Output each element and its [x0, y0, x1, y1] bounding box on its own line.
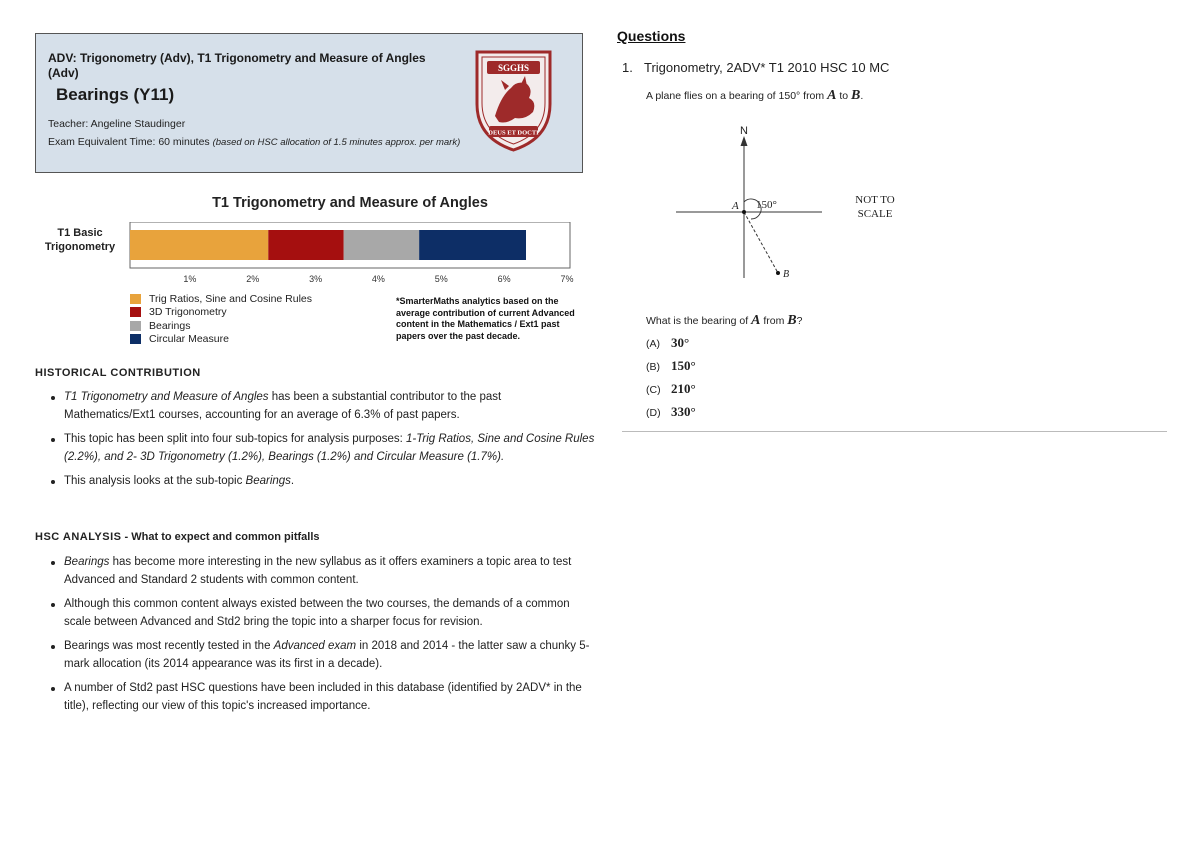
point-b-label: B: [783, 269, 790, 280]
option-c[interactable]: [646, 381, 696, 404]
course-line: ADV: Trigonometry (Adv), T1 Trigonometry and Measure of Angles (Adv): [48, 51, 426, 80]
historical-list: [35, 389, 595, 498]
hsc-heading-rest: - What to expect and common pitfalls: [121, 531, 320, 543]
teacher-line: [48, 118, 185, 130]
text: has been a substantial contributor to the past Mathematics/Ext1 courses, accounting for an average of 6.3% of past papers.: [64, 391, 502, 421]
hsc-analysis-heading: [35, 531, 320, 543]
crest-text: SGGHS: [497, 63, 530, 73]
option-letter: (A): [646, 338, 660, 350]
legend-swatch: [130, 294, 141, 304]
not-to-scale-label: NOT TO SCALE: [855, 194, 895, 220]
emphasis: 1-Trig Ratios, Sine and Cosine Rules (2.2%), and 2- 3D Trigonometry (1.2%), Bearings (1.2%) and Circular Measure (1.7%).: [64, 433, 595, 463]
question-title: Trigonometry, 2ADV* T1 2010 HSC 10 MC: [644, 60, 890, 75]
text: .: [290, 475, 295, 487]
bearing-diagram: [672, 126, 827, 286]
x-tick-label: 1%: [183, 274, 197, 284]
x-tick-label: 2%: [246, 274, 260, 284]
emphasis: Bearings: [245, 475, 291, 487]
point-b-dot: [776, 271, 780, 275]
north-label: N: [740, 126, 748, 137]
legend-label: Trig Ratios, Sine and Cosine Rules: [149, 292, 313, 305]
text: .: [860, 90, 864, 102]
flight-path-line: [744, 212, 778, 273]
option-a[interactable]: [646, 335, 696, 358]
option-value: 330°: [671, 404, 696, 419]
list-item: [35, 680, 595, 715]
legend-swatch: [130, 307, 141, 317]
option-letter: (D): [646, 407, 661, 419]
option-letter: (C): [646, 384, 661, 396]
exam-value: 60 minutes: [158, 136, 210, 148]
option-value: 210°: [671, 381, 696, 396]
crest-motto: DEUS ET DOCTI: [488, 129, 539, 137]
legend-item: [130, 306, 312, 320]
teacher-label: Teacher:: [48, 118, 89, 130]
x-tick-label: 3%: [309, 274, 323, 284]
question-number: 1.: [622, 60, 633, 75]
emphasis: T1 Trigonometry and Measure of Angles: [64, 391, 269, 403]
legend-item: [130, 333, 312, 347]
option-d[interactable]: [646, 404, 696, 427]
bar-segment-1: [130, 230, 268, 260]
tick-group: [183, 274, 573, 284]
math-var: A: [751, 313, 761, 328]
exam-note: (based on HSC allocation of 1.5 minutes approx. per mark): [212, 137, 461, 148]
math-var: B: [851, 88, 861, 103]
point-a-dot: [742, 210, 746, 214]
point-a-label: A: [732, 200, 739, 212]
emphasis: Advanced exam: [273, 640, 357, 652]
bar-segment-4: [419, 230, 526, 260]
option-value: 150°: [671, 358, 696, 373]
exam-label: Exam Equivalent Time:: [48, 136, 156, 148]
questions-heading: Questions: [617, 28, 686, 44]
text: A plane flies on a bearing of 150° from: [646, 90, 828, 102]
bar-group: [130, 230, 526, 260]
historical-heading: HISTORICAL CONTRIBUTION: [35, 367, 201, 379]
stacked-bar-chart: [128, 222, 583, 288]
chart-legend: [130, 292, 312, 346]
hsc-analysis-list: [35, 554, 595, 722]
math-var: A: [827, 88, 837, 103]
text: has become more interesting in the new syllabus as it offers examiners a topic area to test Advanced and Standard 2 students with common content.: [64, 556, 572, 586]
legend-swatch: [130, 321, 141, 331]
question-prompt: [646, 313, 802, 329]
question-divider: [622, 431, 1167, 432]
chart-title: T1 Trigonometry and Measure of Angles: [212, 195, 488, 211]
text: A number of Std2 past HSC questions have been included in this database (identified by 2ADV* in the title), reflecting our view of this topic's increased importance.: [64, 682, 582, 712]
emphasis: Bearings: [64, 556, 110, 568]
text: in 2018 and 2014 - the latter saw a chunky 5-mark allocation (its 2014 appearance was its first in a decade).: [64, 640, 590, 670]
text: Bearings was most recently tested in the: [64, 640, 274, 652]
chart-row-label: T1 Basic Trigonometry: [44, 227, 116, 253]
option-b[interactable]: [646, 358, 696, 381]
list-item: [35, 473, 595, 491]
x-tick-label: 5%: [434, 274, 448, 284]
bar-segment-2: [268, 230, 343, 260]
list-item: [35, 596, 595, 631]
angle-label: 150°: [756, 199, 777, 211]
north-arrow-icon: [741, 136, 748, 146]
x-tick-label: 7%: [560, 274, 574, 284]
school-crest-logo: [471, 46, 556, 153]
legend-label: 3D Trigonometry: [149, 306, 227, 319]
answer-options: [646, 335, 696, 427]
legend-label: Circular Measure: [149, 333, 229, 346]
legend-item: [130, 292, 312, 306]
list-item: [35, 638, 595, 673]
list-item: [35, 389, 595, 424]
option-letter: (B): [646, 361, 660, 373]
text: ?: [796, 315, 803, 327]
teacher-name: Angeline Staudinger: [90, 118, 186, 130]
text: This topic has been split into four sub-topics for analysis purposes:: [64, 433, 406, 445]
x-tick-label: 4%: [371, 274, 385, 284]
math-var: B: [787, 313, 797, 328]
list-item: [35, 554, 595, 589]
text: from: [760, 315, 788, 327]
hsc-heading-main: HSC ANALYSIS: [35, 531, 122, 543]
text: This analysis looks at the sub-topic: [64, 475, 246, 487]
exam-time-line: [48, 135, 478, 150]
bar-segment-3: [344, 230, 419, 260]
legend-swatch: [130, 334, 141, 344]
analytics-note: *SmarterMaths analytics based on the average contribution of current Advanced content in the Mathematics / Ext1 past papers over the past decade.: [396, 296, 575, 341]
topic-header-box: [35, 33, 583, 173]
list-item: [35, 431, 595, 466]
text: to: [836, 90, 852, 102]
topic-title: Bearings (Y11): [56, 85, 175, 104]
legend-label: Bearings: [149, 319, 191, 332]
legend-item: [130, 319, 312, 333]
text: What is the bearing of: [646, 315, 752, 327]
text: Although this common content always existed between the two courses, the demands of a common scale between Advanced and Std2 bring the topic into a sharper focus for revision.: [64, 598, 570, 628]
question-stem: [646, 88, 863, 104]
option-value: 30°: [671, 335, 690, 350]
x-tick-label: 6%: [497, 274, 511, 284]
